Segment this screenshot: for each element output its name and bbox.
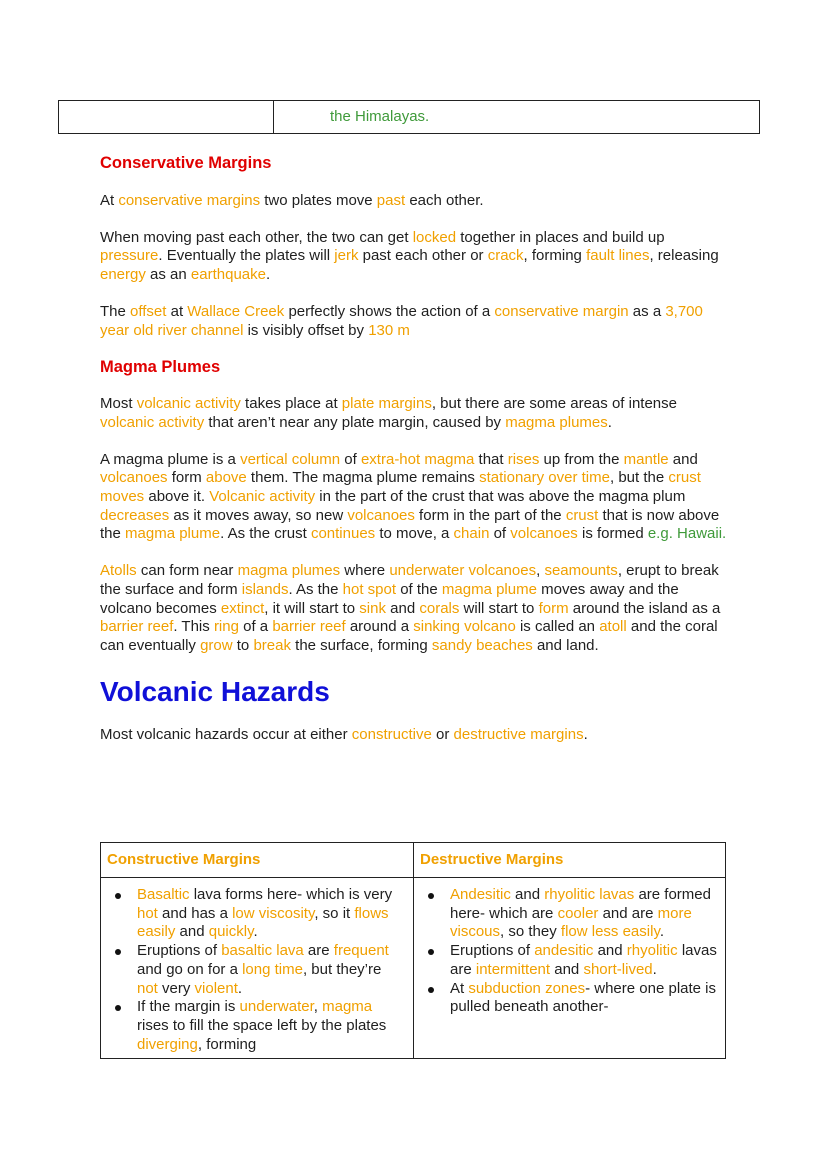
highlighted-term: magma — [322, 998, 373, 1016]
text-run: and land. — [532, 636, 599, 654]
text-run: form in the part of the — [414, 506, 566, 524]
highlighted-term: chain — [453, 525, 490, 543]
highlighted-term: barrier reef — [272, 618, 346, 636]
highlighted-term: andesitic — [534, 942, 594, 960]
highlighted-term: diverging — [137, 1035, 198, 1053]
highlighted-term: volcanoes — [510, 525, 578, 543]
heading-volcanic-hazards: Volcanic Hazards — [100, 675, 330, 707]
highlighted-term: Andesitic — [450, 886, 511, 903]
text-run: or — [431, 725, 454, 743]
text-run: of — [489, 525, 511, 543]
document-body — [100, 150, 730, 744]
text-run: Most — [100, 395, 137, 413]
table-cell-himalayas: the Himalayas. — [330, 108, 430, 125]
text-run: When moving past each other, the two can get — [100, 228, 413, 246]
list-item — [137, 998, 405, 1054]
text-run: form — [167, 469, 206, 487]
highlighted-term: Atolls — [100, 562, 137, 580]
text-run: . — [659, 923, 664, 941]
highlighted-term: flow less easily — [560, 923, 660, 941]
highlighted-term: break — [253, 636, 291, 654]
highlighted-term: magma plumes — [237, 562, 341, 580]
highlighted-term: decreases — [100, 506, 170, 524]
highlighted-term: hot spot — [342, 580, 397, 598]
highlighted-term: cooler — [557, 904, 599, 922]
highlighted-term: short-lived — [583, 960, 653, 978]
highlighted-term: 130 m — [368, 321, 410, 339]
highlighted-term: barrier reef — [100, 618, 174, 636]
cell-constructive — [101, 878, 414, 1059]
text-run: as an — [145, 266, 191, 284]
text-run: and the coral can eventually — [100, 618, 718, 654]
highlighted-term: underwater — [239, 998, 314, 1016]
text-run: very — [157, 979, 195, 997]
text-run: . Eventually the plates will — [158, 247, 335, 265]
text-run: lava forms here- which is very — [189, 886, 393, 903]
text-run: At — [450, 979, 469, 997]
text-run: and has a — [157, 904, 233, 922]
text-run: . As the — [288, 580, 343, 598]
highlighted-term: extinct — [220, 599, 265, 617]
cell-destructive — [414, 878, 726, 1059]
header-constructive-margins: Constructive Margins — [101, 843, 414, 878]
list-item — [450, 886, 717, 942]
highlighted-term: rises — [507, 450, 540, 468]
highlighted-term: above — [205, 469, 247, 487]
text-run: and are — [598, 904, 658, 922]
highlighted-term: long time — [242, 960, 303, 978]
highlighted-term: locked — [412, 228, 457, 246]
text-run: are — [303, 942, 334, 960]
highlighted-term: destructive margins — [453, 725, 584, 743]
highlighted-term: continues — [310, 525, 376, 543]
text-run: . As the crust — [220, 525, 311, 543]
highlighted-term: magma plume — [125, 525, 221, 543]
text-run: The — [100, 302, 131, 320]
text-run: is formed — [577, 525, 648, 543]
text-run: . — [607, 413, 612, 431]
text-run: and — [668, 450, 698, 468]
paragraph-plumes-1 — [100, 395, 730, 432]
highlighted-term: magma plumes — [505, 413, 608, 431]
highlighted-term: ring — [213, 618, 239, 636]
constructive-list — [107, 886, 405, 1054]
highlighted-term: past — [376, 192, 406, 209]
previous-table-fragment — [58, 100, 760, 134]
highlighted-term: 3,700 year old river channel — [100, 302, 703, 339]
text-run: of the — [396, 580, 442, 598]
text-run: is visibly offset by — [243, 321, 369, 339]
highlighted-term: corals — [419, 599, 460, 617]
text-run: to — [232, 636, 254, 654]
highlighted-term: offset — [130, 302, 167, 320]
text-run: at — [166, 302, 188, 320]
text-run: , but they’re — [302, 960, 382, 978]
paragraph-plumes-3 — [100, 562, 730, 656]
text-run: in the part of the crust that was above the magma plum — [315, 488, 686, 506]
text-run: where — [340, 562, 390, 580]
highlighted-term: islands — [241, 580, 289, 598]
highlighted-term: sink — [359, 599, 386, 617]
text-run: them. The magma plume remains — [246, 469, 480, 487]
text-run: and — [550, 960, 584, 978]
text-run: as a — [628, 302, 666, 320]
text-run: . — [583, 725, 588, 743]
highlighted-term: hot — [137, 904, 158, 922]
text-run: that aren’t near any plate margin, caused by — [204, 413, 506, 431]
text-run: , erupt to break the surface and form — [100, 562, 719, 598]
highlighted-term: frequent — [333, 942, 389, 960]
highlighted-term: e.g. Hawaii. — [647, 525, 727, 543]
text-run: up from the — [539, 450, 624, 468]
highlighted-term: volcanoes — [100, 469, 168, 487]
highlighted-term: vertical column — [240, 450, 341, 468]
text-run: , but the — [609, 469, 669, 487]
text-run: If the margin is — [137, 998, 240, 1016]
text-run: that is now above the — [100, 506, 720, 543]
highlighted-term: grow — [200, 636, 233, 654]
highlighted-term: atoll — [599, 618, 627, 636]
paragraph-conservative-2 — [100, 229, 730, 285]
text-run: , forming — [523, 247, 587, 265]
table-cell-empty — [59, 101, 274, 133]
highlighted-term: volcanoes — [347, 506, 415, 524]
highlighted-term: sinking volcano — [413, 618, 516, 636]
text-run: each other. — [405, 192, 484, 209]
paragraph-conservative-3 — [100, 303, 730, 340]
text-run: are formed here- which are — [450, 886, 711, 922]
text-run: - where one plate is pulled beneath another- — [450, 979, 716, 1016]
text-run: that — [474, 450, 508, 468]
text-run: of — [340, 450, 361, 468]
text-run: around the island as a — [568, 599, 721, 617]
highlighted-term: not — [137, 979, 158, 997]
text-run: takes place at — [240, 395, 342, 413]
text-run: is called an — [515, 618, 600, 636]
text-run: can form near — [136, 562, 238, 580]
text-run: . — [253, 923, 258, 941]
text-run: and — [510, 886, 545, 903]
highlighted-term: Wallace Creek — [187, 302, 285, 320]
list-item — [137, 886, 405, 942]
text-run: to move, a — [375, 525, 454, 543]
highlighted-term: stationary over time — [479, 469, 610, 487]
text-run: , releasing — [649, 247, 719, 265]
text-run: two plates move — [260, 192, 377, 209]
highlighted-term: crust moves — [100, 469, 701, 506]
highlighted-term: mantle — [623, 450, 669, 468]
highlighted-term: subduction zones — [468, 979, 586, 997]
highlighted-term: earthquake — [190, 266, 266, 284]
list-item — [450, 942, 717, 979]
highlighted-term: basaltic lava — [221, 942, 304, 960]
highlighted-term: fault lines — [586, 247, 650, 265]
text-run: moves away and the volcano becomes — [100, 580, 679, 617]
text-run: of a — [238, 618, 273, 636]
text-run: and go on for a — [137, 960, 243, 978]
text-run: , but there are some areas of intense — [431, 395, 677, 413]
text-run: . This — [173, 618, 214, 636]
text-run: Eruptions of — [450, 942, 535, 960]
highlighted-term: form — [538, 599, 569, 617]
highlighted-term: conservative margins — [118, 192, 261, 209]
highlighted-term: intermittent — [475, 960, 551, 978]
highlighted-term: violent — [194, 979, 238, 997]
text-run: , — [536, 562, 545, 580]
text-run: perfectly shows the action of a — [284, 302, 495, 320]
highlighted-term: pressure — [100, 247, 159, 265]
paragraph-conservative-1 — [100, 192, 730, 211]
text-run: above it. — [144, 488, 210, 506]
highlighted-term: crack — [487, 247, 524, 265]
paragraph-hazards-intro — [100, 726, 730, 745]
header-destructive-margins: Destructive Margins — [414, 843, 726, 878]
text-run: rises to fill the space left by the plates — [137, 1016, 387, 1034]
text-run: A magma plume is a — [100, 450, 241, 468]
volcanic-hazards-table — [100, 842, 726, 1059]
text-run: around a — [345, 618, 414, 636]
highlighted-term: volcanic activity — [100, 413, 205, 431]
text-run: , it will start to — [264, 599, 360, 617]
text-run: . — [237, 979, 243, 997]
text-run: past each other or — [358, 247, 488, 265]
highlighted-term: Volcanic activity — [209, 488, 316, 506]
text-run: lavas are — [450, 942, 717, 978]
destructive-list — [420, 886, 717, 1017]
table-body-row — [101, 878, 726, 1059]
text-run: . — [265, 266, 271, 284]
text-run: as it moves away, so new — [169, 506, 348, 524]
highlighted-term: low viscosity — [232, 904, 315, 922]
highlighted-term: rhyolitic lavas — [544, 886, 635, 903]
text-run: Eruptions of — [137, 942, 222, 960]
list-item — [137, 942, 405, 998]
highlighted-term: flows easily — [137, 904, 389, 941]
highlighted-term: underwater volcanoes — [389, 562, 537, 580]
highlighted-term: more viscous — [450, 904, 692, 941]
paragraph-plumes-2 — [100, 451, 730, 545]
text-run: Most volcanic hazards occur at either — [100, 725, 352, 743]
highlighted-term: conservative margin — [494, 302, 629, 320]
text-run: will start to — [459, 599, 539, 617]
text-run: and — [593, 942, 627, 960]
text-run: , — [313, 998, 323, 1016]
heading-magma-plumes: Magma Plumes — [100, 358, 221, 377]
highlighted-term: energy — [100, 266, 146, 284]
highlighted-term: magma plume — [441, 580, 537, 598]
text-run: , so it — [314, 904, 355, 922]
text-run: , forming — [197, 1035, 257, 1053]
highlighted-term: quickly — [208, 923, 254, 941]
highlighted-term: extra-hot magma — [360, 450, 475, 468]
heading-conservative-margins: Conservative Margins — [100, 154, 272, 172]
highlighted-term: constructive — [351, 725, 432, 743]
text-run: At — [100, 192, 119, 209]
text-run: . — [652, 960, 657, 978]
text-run: together in places and build up — [456, 228, 665, 246]
text-run: the surface, forming — [290, 636, 432, 654]
highlighted-term: seamounts — [544, 562, 618, 580]
highlighted-term: plate margins — [341, 395, 432, 413]
text-run: and — [175, 923, 209, 941]
list-item — [450, 980, 717, 1017]
highlighted-term: rhyolitic — [626, 942, 678, 960]
text-run: and — [385, 599, 420, 617]
highlighted-term: jerk — [334, 247, 359, 265]
highlighted-term: volcanic activity — [136, 395, 241, 413]
highlighted-term: Basaltic — [137, 886, 190, 903]
table-header-row — [101, 843, 726, 878]
text-run: , so they — [500, 923, 561, 941]
highlighted-term: sandy beaches — [431, 636, 533, 654]
highlighted-term: crust — [565, 506, 599, 524]
